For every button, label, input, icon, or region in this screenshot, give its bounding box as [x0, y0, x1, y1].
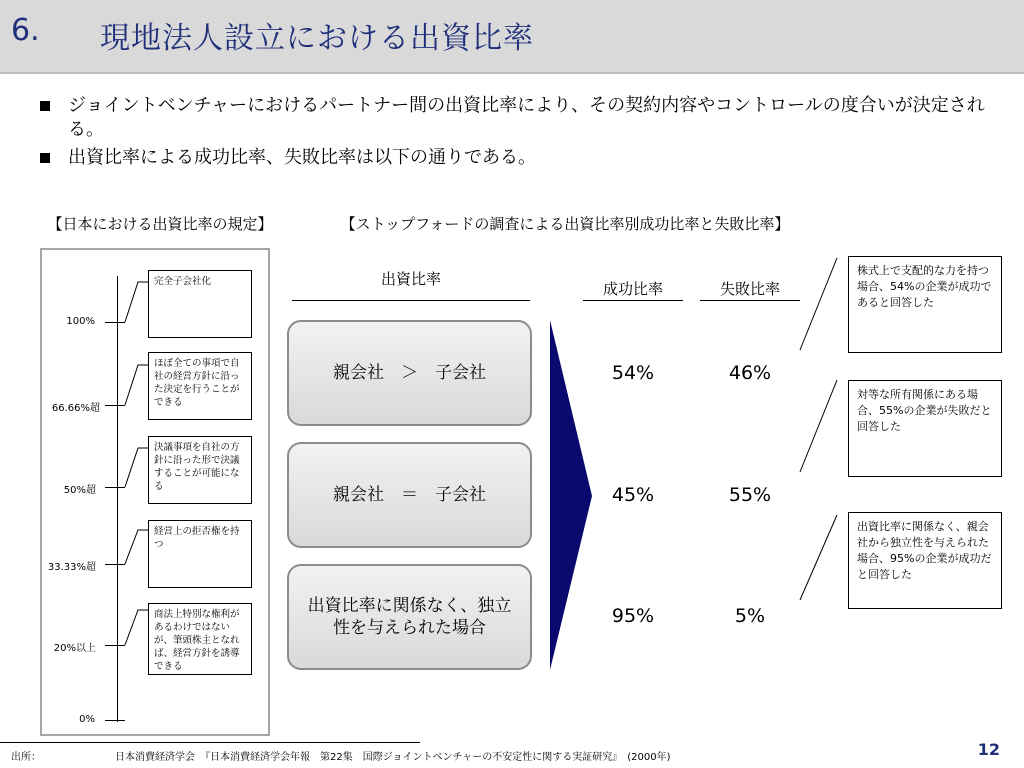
bullet-text: ジョイントベンチャーにおけるパートナー間の出資比率により、その契約内容やコントロールの度合いが決定される。	[68, 95, 985, 140]
ratio-row-label	[287, 564, 532, 670]
level-connectors	[110, 260, 150, 730]
page-number: 12	[977, 740, 1000, 759]
finding-note: 対等な所有関係にある場合、55%の企業が失敗だと回答した	[848, 380, 1002, 477]
ratio-row-text: 親会社 ＝ 子会社	[333, 485, 486, 505]
section-number: 6.	[11, 13, 40, 48]
finding-note: 株式上で支配的な力を持つ場合、54%の企業が成功であると回答した	[848, 256, 1002, 353]
page-title: 現地法人設立における出資比率	[100, 21, 534, 56]
failure-rate: 46%	[728, 362, 772, 384]
callout-lines	[790, 250, 850, 630]
header-underline	[700, 300, 800, 301]
ratio-row-label	[287, 442, 532, 548]
level-label: 33.33%超	[47, 562, 96, 573]
ownership-right-box: 商法上特別な権利があるわけではないが、筆頭株主となれば、経営方針を誘導できる	[148, 603, 252, 675]
ownership-right-box: 経営上の拒否権を持つ	[148, 520, 252, 588]
failure-column-header: 失敗比率	[719, 280, 780, 298]
source-label: 出所：	[11, 752, 41, 763]
ratio-column-header: 出資比率	[380, 270, 441, 288]
success-rate: 54%	[611, 362, 655, 384]
footer-rule	[0, 742, 420, 743]
level-label: 100%	[66, 316, 95, 327]
source-citation: 日本消費経済学会 『日本消費経済学会年報 第22集 国際ジョイントベンチャーの不安定性に関する実証研究』 (2000年)	[115, 752, 671, 763]
ratio-row-text: 親会社 ＞ 子会社	[333, 363, 486, 383]
level-label: 0%	[79, 714, 95, 725]
ownership-right-box: 決議事項を自社の方針に沿った形で決議することが可能になる	[148, 436, 252, 504]
failure-rate: 55%	[728, 484, 772, 506]
left-section-title: 【日本における出資比率の規定】	[47, 215, 273, 233]
success-rate: 95%	[611, 605, 655, 627]
ownership-right-box: ほぼ全ての事項で自社の経営方針に沿った決定を行うことができる	[148, 352, 252, 420]
success-rate: 45%	[611, 484, 655, 506]
ratio-row-label	[287, 320, 532, 426]
level-label: 50%超	[63, 485, 96, 496]
header-underline	[292, 300, 530, 301]
success-column-header: 成功比率	[602, 280, 663, 298]
bullet-square-icon	[40, 101, 50, 111]
finding-note: 出資比率に関係なく、親会社から独立性を与えられた場合、95%の企業が成功だと回答した	[848, 512, 1002, 609]
header-underline	[583, 300, 683, 301]
failure-rate: 5%	[734, 605, 766, 627]
ratio-row-text: 出資比率に関係なく、独立性を与えられた場合	[307, 596, 512, 638]
bullet-square-icon	[40, 153, 50, 163]
level-label: 66.66%超	[51, 403, 100, 414]
right-section-title: 【ストップフォードの調査による出資比率別成功比率と失敗比率】	[340, 215, 790, 233]
bullet-text: 出資比率による成功比率、失敗比率は以下の通りである。	[68, 147, 536, 168]
ownership-right-box: 完全子会社化	[148, 270, 252, 338]
level-label: 20%以上	[53, 643, 96, 654]
